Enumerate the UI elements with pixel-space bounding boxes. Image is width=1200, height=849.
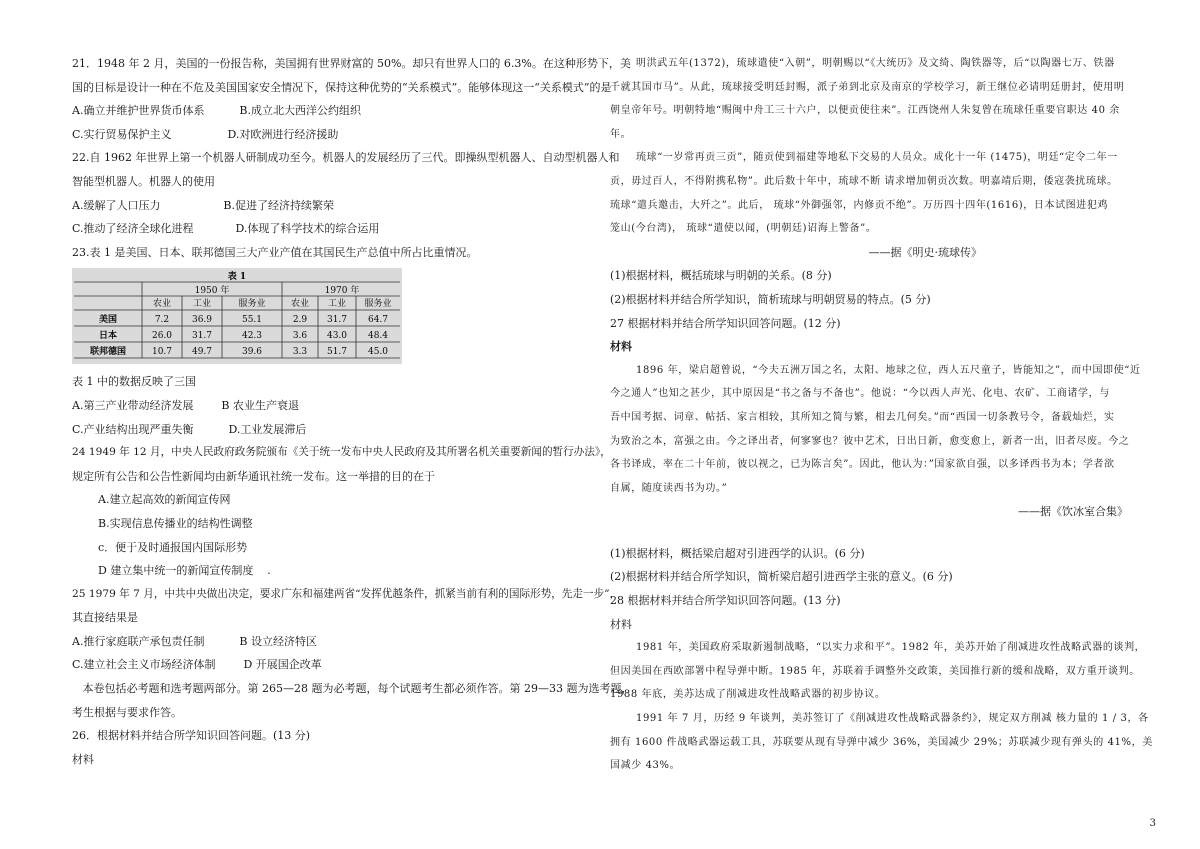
q26-sub-2: (2)根据材料并结合所学知识，简析琉球与明朝贸易的特点。(5 分) bbox=[610, 292, 931, 306]
table-cell: 42.3 bbox=[241, 331, 263, 342]
q21-options-ab: A.确立并维护世界货币体系 B.成立北大西洋公约组织 bbox=[72, 104, 361, 118]
q28-material-label: 材料 bbox=[610, 617, 632, 631]
q27-material-line: 各书译成，率在二十年前，彼以视之，已为陈言矣”。因此，他认为：”国家欲自强，以多译西书为本；学者欲 bbox=[610, 459, 1115, 471]
table-row-country: 美国 bbox=[98, 315, 118, 326]
table-row-country: 日本 bbox=[98, 331, 118, 342]
q27-material-line: 为致治之本，富强之由。今之译出者，何寥寥也？彼中艺术，日出日新，愈变愈上，新者一出，旧者尽废。今之 bbox=[610, 435, 1130, 447]
table-row-country: 联邦德国 bbox=[89, 347, 127, 358]
table-cell: 45.0 bbox=[367, 347, 389, 358]
table-header-cell: 农业 bbox=[152, 299, 172, 310]
section-note-2: 考生根据与要求作答。 bbox=[72, 705, 182, 719]
q23-options-cd: C.产业结构出现严重失衡 D.工业发展滞后 bbox=[72, 422, 307, 436]
table-header-cell: 工业 bbox=[192, 299, 212, 310]
q21-options-cd: C.实行贸易保护主义 D.对欧洲进行经济援助 bbox=[72, 127, 339, 141]
q24-option-b: B.实现信息传播业的结构性调整 bbox=[98, 516, 253, 530]
q26-material-p2-line: 贡，毋过百人，不得附携私物”。此后数十年中，琉球不断 请求增加朝贡次数。明嘉靖后期，倭寇袭扰琉球。 bbox=[610, 175, 1118, 187]
left-column bbox=[72, 52, 633, 771]
q25-options-ab: A.推行家庭联产承包责任制 B 设立经济特区 bbox=[72, 634, 317, 648]
q27-material-line: 吾中国考据、词章、帖括、家言相较，其所知之简与繁，相去几何矣。”而“西国一切条教号令，备载灿烂，实 bbox=[610, 411, 1115, 423]
q25-line-1: 25 1979 年 7 月，中共中央做出决定，要求广东和福建两省“发挥优越条件，抓紧当前有利的国际形势，先走一步”， bbox=[72, 587, 621, 600]
table-cell: 26.0 bbox=[151, 331, 173, 342]
q26-material-p1-line: 千就其国市马”。从此，琉球接受明廷封赐，派子弟到北京及南京的学校学习，新王继位必请明廷册封，使用明 bbox=[610, 81, 1125, 93]
q23-options-ab: A.第三产业带动经济发展 B 农业生产衰退 bbox=[72, 398, 299, 412]
spacer bbox=[610, 524, 1132, 542]
table-cell: 39.6 bbox=[241, 347, 263, 358]
q26-material-p2-line: 琉球“遣兵邀击，大歼之”。此后， 琉球“外御强邻，内修贡不绝”。万历四十四年(1616)，日本试图进犯鸡 bbox=[610, 199, 1109, 211]
table-header-cell: 服务业 bbox=[364, 299, 392, 310]
source-yinbingshi: ——据《饮冰室合集》 bbox=[1018, 505, 1128, 519]
table-cell: 3.3 bbox=[292, 347, 308, 358]
table-year-1950: 1950 年 bbox=[194, 286, 230, 297]
table-cell: 49.7 bbox=[191, 347, 213, 358]
q23-line-1: 23.表 1 是美国、日本、联邦德国三大产业产值在其国民生产总值中所占比重情况。 bbox=[72, 245, 478, 259]
table-cell: 2.9 bbox=[292, 315, 308, 326]
q26-sub-1: (1)根据材料，概括琉球与明朝的关系。(8 分) bbox=[610, 269, 832, 283]
q27-material-line: 今之通人”也知之甚少，其中原因是“书之备与不备也”。他说：“今以西人声光、化电、农矿、工商诸学，与 bbox=[610, 388, 1110, 400]
q22-options-ab: A.缓解了人口压力 B.促进了经济持续繁荣 bbox=[72, 198, 334, 212]
q21-line-2: 国的目标是设计一种在不危及美国国家安全情况下，保持这种优势的“关系模式”。能够体现这一“关系模式”的是 bbox=[72, 80, 612, 94]
table-cell: 31.7 bbox=[326, 315, 348, 326]
source-ming-history: ——据《明史·琉球传》 bbox=[868, 245, 982, 259]
table-title: 表 1 bbox=[227, 272, 247, 283]
q28-material-line: 国减少 43%。 bbox=[610, 760, 681, 772]
table-cell: 55.1 bbox=[241, 315, 263, 326]
q27-sub-1: (1)根据材料，概括梁启超对引进西学的认识。(6 分) bbox=[610, 546, 865, 560]
table-header-cell: 工业 bbox=[327, 299, 347, 310]
table-1-photo bbox=[72, 268, 402, 364]
section-note-1: 本卷包括必考题和选考题两部分。第 265—28 题为必考题，每个试题考生都必须作答。第 29—33 题为选考题， bbox=[72, 682, 633, 696]
q28-heading: 28 根据材料并结合所学知识回答问题。(13 分) bbox=[610, 594, 841, 608]
q26-material-p1-line: 朝皇帝年号。明朝特地“赐闽中舟工三十六户，以便贡使往来”。江西饶州人朱复曾在琉球任重要官职达 40 余 bbox=[610, 105, 1120, 117]
table-header-cell: 农业 bbox=[290, 299, 310, 310]
q24-line-1: 24 1949 年 12 月，中央人民政府政务院颁布《关于统一发布中央人民政府及其所署名机关重要新闻的暂行办法》， bbox=[72, 446, 611, 459]
q21-line-1: 21．1948 年 2 月，美国的一份报告称，美国拥有世界财富的 50%。却只有世界人口的 6.3%。在这种形势下，美 bbox=[72, 57, 631, 70]
table-cell: 64.7 bbox=[367, 315, 389, 326]
q28-material-line: 1981 年，美国政府采取新遏制战略，“以实力求和平”。1982 年，美苏开始了削减进攻性战略武器的谈判， bbox=[636, 642, 1146, 654]
table-cell: 43.0 bbox=[326, 331, 348, 342]
q22-line-2: 智能型机器人。机器人的使用 bbox=[72, 174, 215, 188]
q22-line-1: 22.自 1962 年世界上第一个机器人研制成功至今。机器人的发展经历了三代。即操纵型机器人、自动型机器人和 bbox=[72, 151, 620, 165]
q27-material-line: 1896 年，梁启超曾说，“今夫五洲万国之名，太阳、地球之位，西人五尺童子，皆能知之”，而中国即使“近 bbox=[636, 364, 1141, 376]
q22-options-cd: C.推动了经济全球化进程 D.体现了科学技术的综合运用 bbox=[72, 222, 380, 236]
q27-sub-2: (2)根据材料并结合所学知识，简析梁启超引进西学主张的意义。(6 分) bbox=[610, 570, 953, 584]
q26-material-p2-line: 琉球“一岁常再贡三贡”，随贡使到福建等地私下交易的人员众。成化十一年 (1475)，明廷“定令二年一 bbox=[636, 152, 1118, 164]
q27-material-label: 材料 bbox=[610, 340, 632, 354]
q24-option-a: A.建立起高效的新闻宣传网 bbox=[98, 493, 231, 507]
table-cell: 7.2 bbox=[154, 315, 170, 326]
q23-line-2: 表 1 中的数据反映了三国 bbox=[72, 375, 196, 389]
q27-material-line: 自属，随度读西书为功。” bbox=[610, 482, 728, 494]
q27-heading: 27 根据材料并结合所学知识回答问题。(12 分) bbox=[610, 316, 841, 330]
q25-options-cd: C.建立社会主义市场经济体制 D 开展国企改革 bbox=[72, 658, 322, 672]
table-cell: 36.9 bbox=[191, 315, 213, 326]
page-number: 3 bbox=[1149, 818, 1156, 829]
q26-material-p1-line: 明洪武五年(1372)，琉球遣使“入朝”，明朝赐以“《大统历》及文绮、陶铁器等，后“以陶器七万、铁器 bbox=[636, 58, 1115, 69]
q24-line-2: 规定所有公告和公告性新闻均由新华通讯社统一发布。这一举措的目的在于 bbox=[72, 469, 435, 483]
q26-material-p1-line: 年。 bbox=[610, 128, 632, 140]
table-cell: 10.7 bbox=[151, 347, 173, 358]
q26-material-label: 材料 bbox=[72, 752, 94, 766]
table-cell: 51.7 bbox=[326, 347, 348, 358]
table-cell: 48.4 bbox=[367, 331, 389, 342]
q26-heading: 26．根据材料并结合所学知识回答问题。(13 分) bbox=[72, 729, 311, 743]
table-cell: 3.6 bbox=[292, 331, 308, 342]
q28-material-line: 但因美国在西欧部署中程导弹中断。1985 年，苏联着手调整外交政策，美国推行新的缓和战略，双方重开谈判。 bbox=[610, 665, 1140, 677]
right-column bbox=[610, 52, 1153, 778]
q24-option-c: c．便于及时通报国内国际形势 bbox=[98, 540, 248, 554]
q28-material-line: 1988 年底，美苏达成了削减进攻性战略武器的初步协议。 bbox=[610, 689, 886, 701]
q28-material-line: 1991 年 7 月，历经 9 年谈判，美苏签订了《削减进攻性战略武器条约》，规定双方削减 核力量的 1 / 3，各 bbox=[636, 713, 1149, 725]
table-year-1970: 1970 年 bbox=[324, 286, 360, 297]
q25-line-2: 其直接结果是 bbox=[72, 611, 138, 625]
q28-material-line: 拥有 1600 件战略武器运载工具，苏联要从现有导弹中减少 36%，美国减少 29%；苏联减少现有弹头的 41%，美 bbox=[610, 736, 1153, 748]
table-cell: 31.7 bbox=[191, 331, 213, 342]
q24-option-d: D 建立集中统一的新闻宣传制度 . bbox=[98, 564, 271, 578]
table-header-cell: 服务业 bbox=[238, 299, 266, 310]
q26-material-p2-line: 笼山(今台湾)， 琉球“遣使以闻，(明朝廷)诏海上警备”。 bbox=[610, 223, 877, 235]
